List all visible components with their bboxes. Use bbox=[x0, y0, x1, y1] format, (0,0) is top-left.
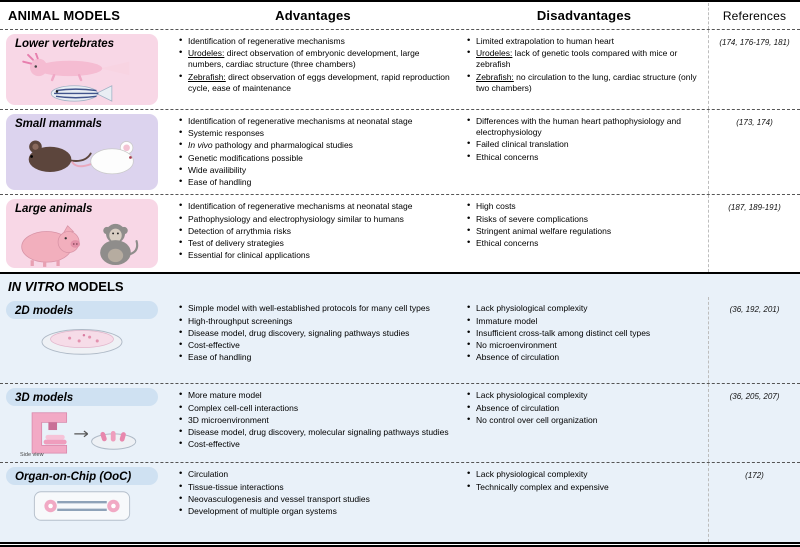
bullet-text: Insufficient cross-talk among distinct cell types bbox=[476, 327, 651, 338]
disadvantages-column-header: Disadvantages bbox=[536, 8, 632, 23]
bullet-text: Absence of circulation bbox=[476, 352, 560, 363]
invitro-title-rest: MODELS bbox=[64, 279, 124, 295]
bullet-item bbox=[466, 340, 698, 351]
disadvantages-cell bbox=[460, 297, 708, 383]
bullet-item bbox=[178, 506, 450, 517]
bullet-text: pathology and pharmalogical studies bbox=[212, 140, 353, 151]
icon-caption: Side view bbox=[20, 452, 44, 459]
bullet-text: Ethical concerns bbox=[476, 237, 539, 248]
bullet-item bbox=[466, 390, 698, 401]
bullet-text: Pathophysiology and electrophysiology similar to humans bbox=[188, 213, 404, 224]
bullet-item bbox=[178, 250, 450, 261]
bullet-item bbox=[178, 403, 450, 414]
bullet-text: Identification of regenerative mechanisms at neonatal stage bbox=[188, 201, 413, 212]
model-label-box bbox=[6, 199, 158, 268]
references-cell: (36, 205, 207) bbox=[708, 384, 800, 462]
advantages-cell bbox=[166, 384, 460, 462]
references-cell: (174, 176-179, 181) bbox=[708, 30, 800, 109]
disadvantages-list bbox=[466, 469, 698, 492]
bullet-item bbox=[466, 328, 698, 339]
references-cell: (172) bbox=[708, 463, 800, 542]
bullet-item bbox=[178, 340, 450, 351]
bullet-item bbox=[466, 415, 698, 426]
references-cell: (36, 192, 201) bbox=[708, 297, 800, 383]
bullet-text: Wide availibility bbox=[188, 164, 247, 175]
bullet-item bbox=[178, 177, 450, 188]
bullet-text: Risks of severe complications bbox=[476, 213, 588, 224]
bullet-text: In vivo bbox=[188, 140, 213, 151]
bullet-text: Circulation bbox=[188, 469, 229, 480]
bullet-text: Lack physiological complexity bbox=[476, 390, 588, 401]
animal-rows-container bbox=[0, 30, 800, 272]
bullet-item bbox=[178, 316, 450, 327]
bullet-text: Ethical concerns bbox=[476, 151, 539, 162]
disadvantages-list bbox=[466, 303, 698, 363]
bullet-item bbox=[178, 128, 450, 139]
disadvantages-cell bbox=[460, 30, 708, 109]
model-cell bbox=[0, 463, 166, 542]
disadvantages-list bbox=[466, 390, 698, 426]
bullet-text: Genetic modifications possible bbox=[188, 152, 303, 163]
invitro-title-italic: IN VITRO bbox=[8, 279, 65, 295]
model-label: 2D models bbox=[15, 305, 74, 318]
bullet-text: Tissue-tissue interactions bbox=[188, 481, 284, 492]
advantages-cell bbox=[166, 195, 460, 272]
bullet-item bbox=[178, 303, 450, 314]
bullet-item bbox=[178, 494, 450, 505]
bullet-item bbox=[466, 303, 698, 314]
advantages-column-header: Advantages bbox=[275, 8, 351, 23]
pig-monkey-icon bbox=[15, 218, 149, 268]
petri-dish-icon bbox=[29, 320, 135, 360]
model-label: Organ-on-Chip (OoC) bbox=[15, 471, 132, 484]
bullet-text: Absence of circulation bbox=[476, 402, 560, 413]
bullet-text: No control over cell organization bbox=[476, 414, 598, 425]
model-cell bbox=[0, 110, 166, 194]
bullet-item bbox=[466, 48, 698, 70]
bullet-text: Disease model, drug discovery, molecular signaling pathways studies bbox=[188, 426, 449, 437]
row-small-mammals bbox=[0, 109, 800, 194]
bullet-item bbox=[178, 482, 450, 493]
bullet-text: Detection of arrythmia risks bbox=[188, 225, 291, 236]
bullet-text: Lack physiological complexity bbox=[476, 303, 588, 314]
bullet-text: Ease of handling bbox=[188, 177, 252, 188]
bullet-item bbox=[178, 214, 450, 225]
mice-icon bbox=[19, 133, 145, 178]
bullet-text: Immature model bbox=[476, 315, 538, 326]
bullet-text: Neovasculogenesis and vessel transport studies bbox=[188, 493, 370, 504]
animal-models-section bbox=[0, 2, 800, 272]
bullet-text: Simple model with well-established protocols for many cell types bbox=[188, 303, 430, 314]
section-title-animal-models: ANIMAL MODELS bbox=[8, 8, 121, 23]
bullet-item bbox=[466, 214, 698, 225]
model-label-box bbox=[6, 301, 158, 319]
bullet-text: Complex cell-cell interactions bbox=[188, 402, 299, 413]
advantages-list bbox=[178, 303, 450, 363]
disadvantages-cell bbox=[460, 195, 708, 272]
row-organ-on-chip bbox=[0, 462, 800, 542]
model-cell bbox=[0, 384, 166, 462]
advantages-list bbox=[178, 201, 450, 261]
bullet-item bbox=[466, 116, 698, 138]
table-header-row bbox=[0, 2, 800, 30]
bullet-text: direct observation of eggs development, rapid reproduction cycle, ease of maintenance bbox=[188, 71, 450, 93]
bullet-text: Technically complex and expensive bbox=[476, 481, 609, 492]
invitro-rows-container bbox=[0, 297, 800, 542]
bullet-text: No microenvironment bbox=[476, 339, 557, 350]
model-cell bbox=[0, 297, 166, 383]
bullet-item bbox=[466, 36, 698, 47]
bioprinter-icon bbox=[24, 407, 140, 455]
model-cell bbox=[0, 30, 166, 109]
model-label-box bbox=[6, 114, 158, 190]
bullet-text: Ease of handling bbox=[188, 352, 252, 363]
bullet-text: Urodeles: bbox=[476, 48, 513, 59]
bullet-item bbox=[178, 427, 450, 438]
bullet-item bbox=[466, 316, 698, 327]
bullet-item bbox=[466, 72, 698, 94]
references-cell: (173, 174) bbox=[708, 110, 800, 194]
bullet-item bbox=[178, 201, 450, 212]
advantages-list bbox=[178, 116, 450, 188]
bullet-text: Zebrafish: bbox=[188, 71, 226, 82]
bullet-item bbox=[178, 439, 450, 450]
bullet-text: Essential for clinical applications bbox=[188, 250, 310, 261]
model-label: Small mammals bbox=[15, 118, 102, 130]
bullet-text: More mature model bbox=[188, 390, 262, 401]
bullet-text: Test of delivery strategies bbox=[188, 237, 284, 248]
bullet-item bbox=[178, 72, 450, 94]
bullet-item bbox=[466, 139, 698, 150]
disadvantages-cell bbox=[460, 463, 708, 542]
bullet-item bbox=[466, 352, 698, 363]
axolotl-zebrafish-icon bbox=[19, 53, 145, 105]
bullet-text: Disease model, drug discovery, signaling pathways studies bbox=[188, 327, 410, 338]
bullet-text: no circulation to the lung, cardiac structure (only two chambers) bbox=[476, 71, 697, 93]
bullet-text: Development of multiple organ systems bbox=[188, 505, 337, 516]
advantages-list bbox=[178, 36, 450, 94]
invitro-models-section bbox=[0, 272, 800, 542]
model-label: Lower vertebrates bbox=[15, 38, 115, 50]
bullet-item bbox=[178, 238, 450, 249]
bullet-text: Stringent animal welfare regulations bbox=[476, 225, 612, 236]
bullet-item bbox=[178, 153, 450, 164]
bullet-item bbox=[178, 469, 450, 480]
disadvantages-list bbox=[466, 201, 698, 249]
row-2d-models bbox=[0, 297, 800, 383]
bullet-item bbox=[178, 226, 450, 237]
bullet-text: lack of genetic tools compared with mice or zebrafish bbox=[476, 48, 678, 70]
advantages-cell bbox=[166, 110, 460, 194]
bullet-item bbox=[178, 48, 450, 70]
disadvantages-list bbox=[466, 116, 698, 163]
model-label-box bbox=[6, 467, 158, 485]
advantages-list bbox=[178, 469, 450, 517]
bullet-text: Limited extrapolation to human heart bbox=[476, 36, 614, 46]
bullet-item bbox=[466, 201, 698, 212]
bullet-text: High costs bbox=[476, 201, 516, 212]
bullet-item bbox=[178, 140, 450, 151]
references-column-header: References bbox=[708, 3, 800, 29]
bullet-item bbox=[466, 152, 698, 163]
advantages-cell bbox=[166, 30, 460, 109]
bullet-text: Zebrafish: bbox=[476, 71, 514, 82]
disadvantages-cell bbox=[460, 384, 708, 462]
bullet-item bbox=[178, 165, 450, 176]
bullet-item bbox=[178, 328, 450, 339]
advantages-cell bbox=[166, 297, 460, 383]
bullet-text: Differences with the human heart pathophysiology and electrophysiology bbox=[476, 116, 681, 138]
bullet-item bbox=[178, 36, 450, 47]
bullet-item bbox=[466, 226, 698, 237]
model-label: Large animals bbox=[15, 203, 93, 216]
organ-chip-icon bbox=[24, 486, 140, 526]
bullet-text: Identification of regenerative mechanisms at neonatal stage bbox=[188, 116, 413, 126]
disadvantages-cell bbox=[460, 110, 708, 194]
bullet-item bbox=[178, 415, 450, 426]
bullet-item bbox=[466, 482, 698, 493]
references-cell: (187, 189-191) bbox=[708, 195, 800, 272]
model-label: 3D models bbox=[15, 392, 74, 405]
bullet-text: High-throughput screenings bbox=[188, 315, 293, 326]
bullet-text: Lack physiological complexity bbox=[476, 469, 588, 480]
model-label-box bbox=[6, 34, 158, 105]
disadvantages-list bbox=[466, 36, 698, 94]
advantages-cell bbox=[166, 463, 460, 542]
bullet-text: direct observation of embryonic development, large numbers, cardiac structure (three chambers) bbox=[188, 48, 420, 70]
bullet-text: Urodeles: bbox=[188, 48, 225, 59]
bullet-text: Cost-effective bbox=[188, 439, 240, 450]
row-lower-vertebrates bbox=[0, 30, 800, 109]
bullet-item bbox=[466, 469, 698, 480]
bullet-item bbox=[178, 352, 450, 363]
bullet-text: 3D microenvironment bbox=[188, 414, 269, 425]
advantages-list bbox=[178, 390, 450, 450]
bullet-text: Identification of regenerative mechanisms bbox=[188, 36, 345, 46]
bullet-item bbox=[466, 403, 698, 414]
row-large-animals bbox=[0, 194, 800, 272]
bullet-item bbox=[178, 116, 450, 127]
bullet-item bbox=[466, 238, 698, 249]
model-label-box bbox=[6, 388, 158, 406]
model-cell bbox=[0, 195, 166, 272]
bullet-text: Systemic responses bbox=[188, 128, 265, 139]
bullet-text: Cost-effective bbox=[188, 339, 240, 350]
bullet-text: Failed clinical translation bbox=[476, 139, 569, 150]
bullet-item bbox=[178, 390, 450, 401]
section-title-invitro-models bbox=[0, 274, 800, 297]
row-3d-models bbox=[0, 383, 800, 462]
